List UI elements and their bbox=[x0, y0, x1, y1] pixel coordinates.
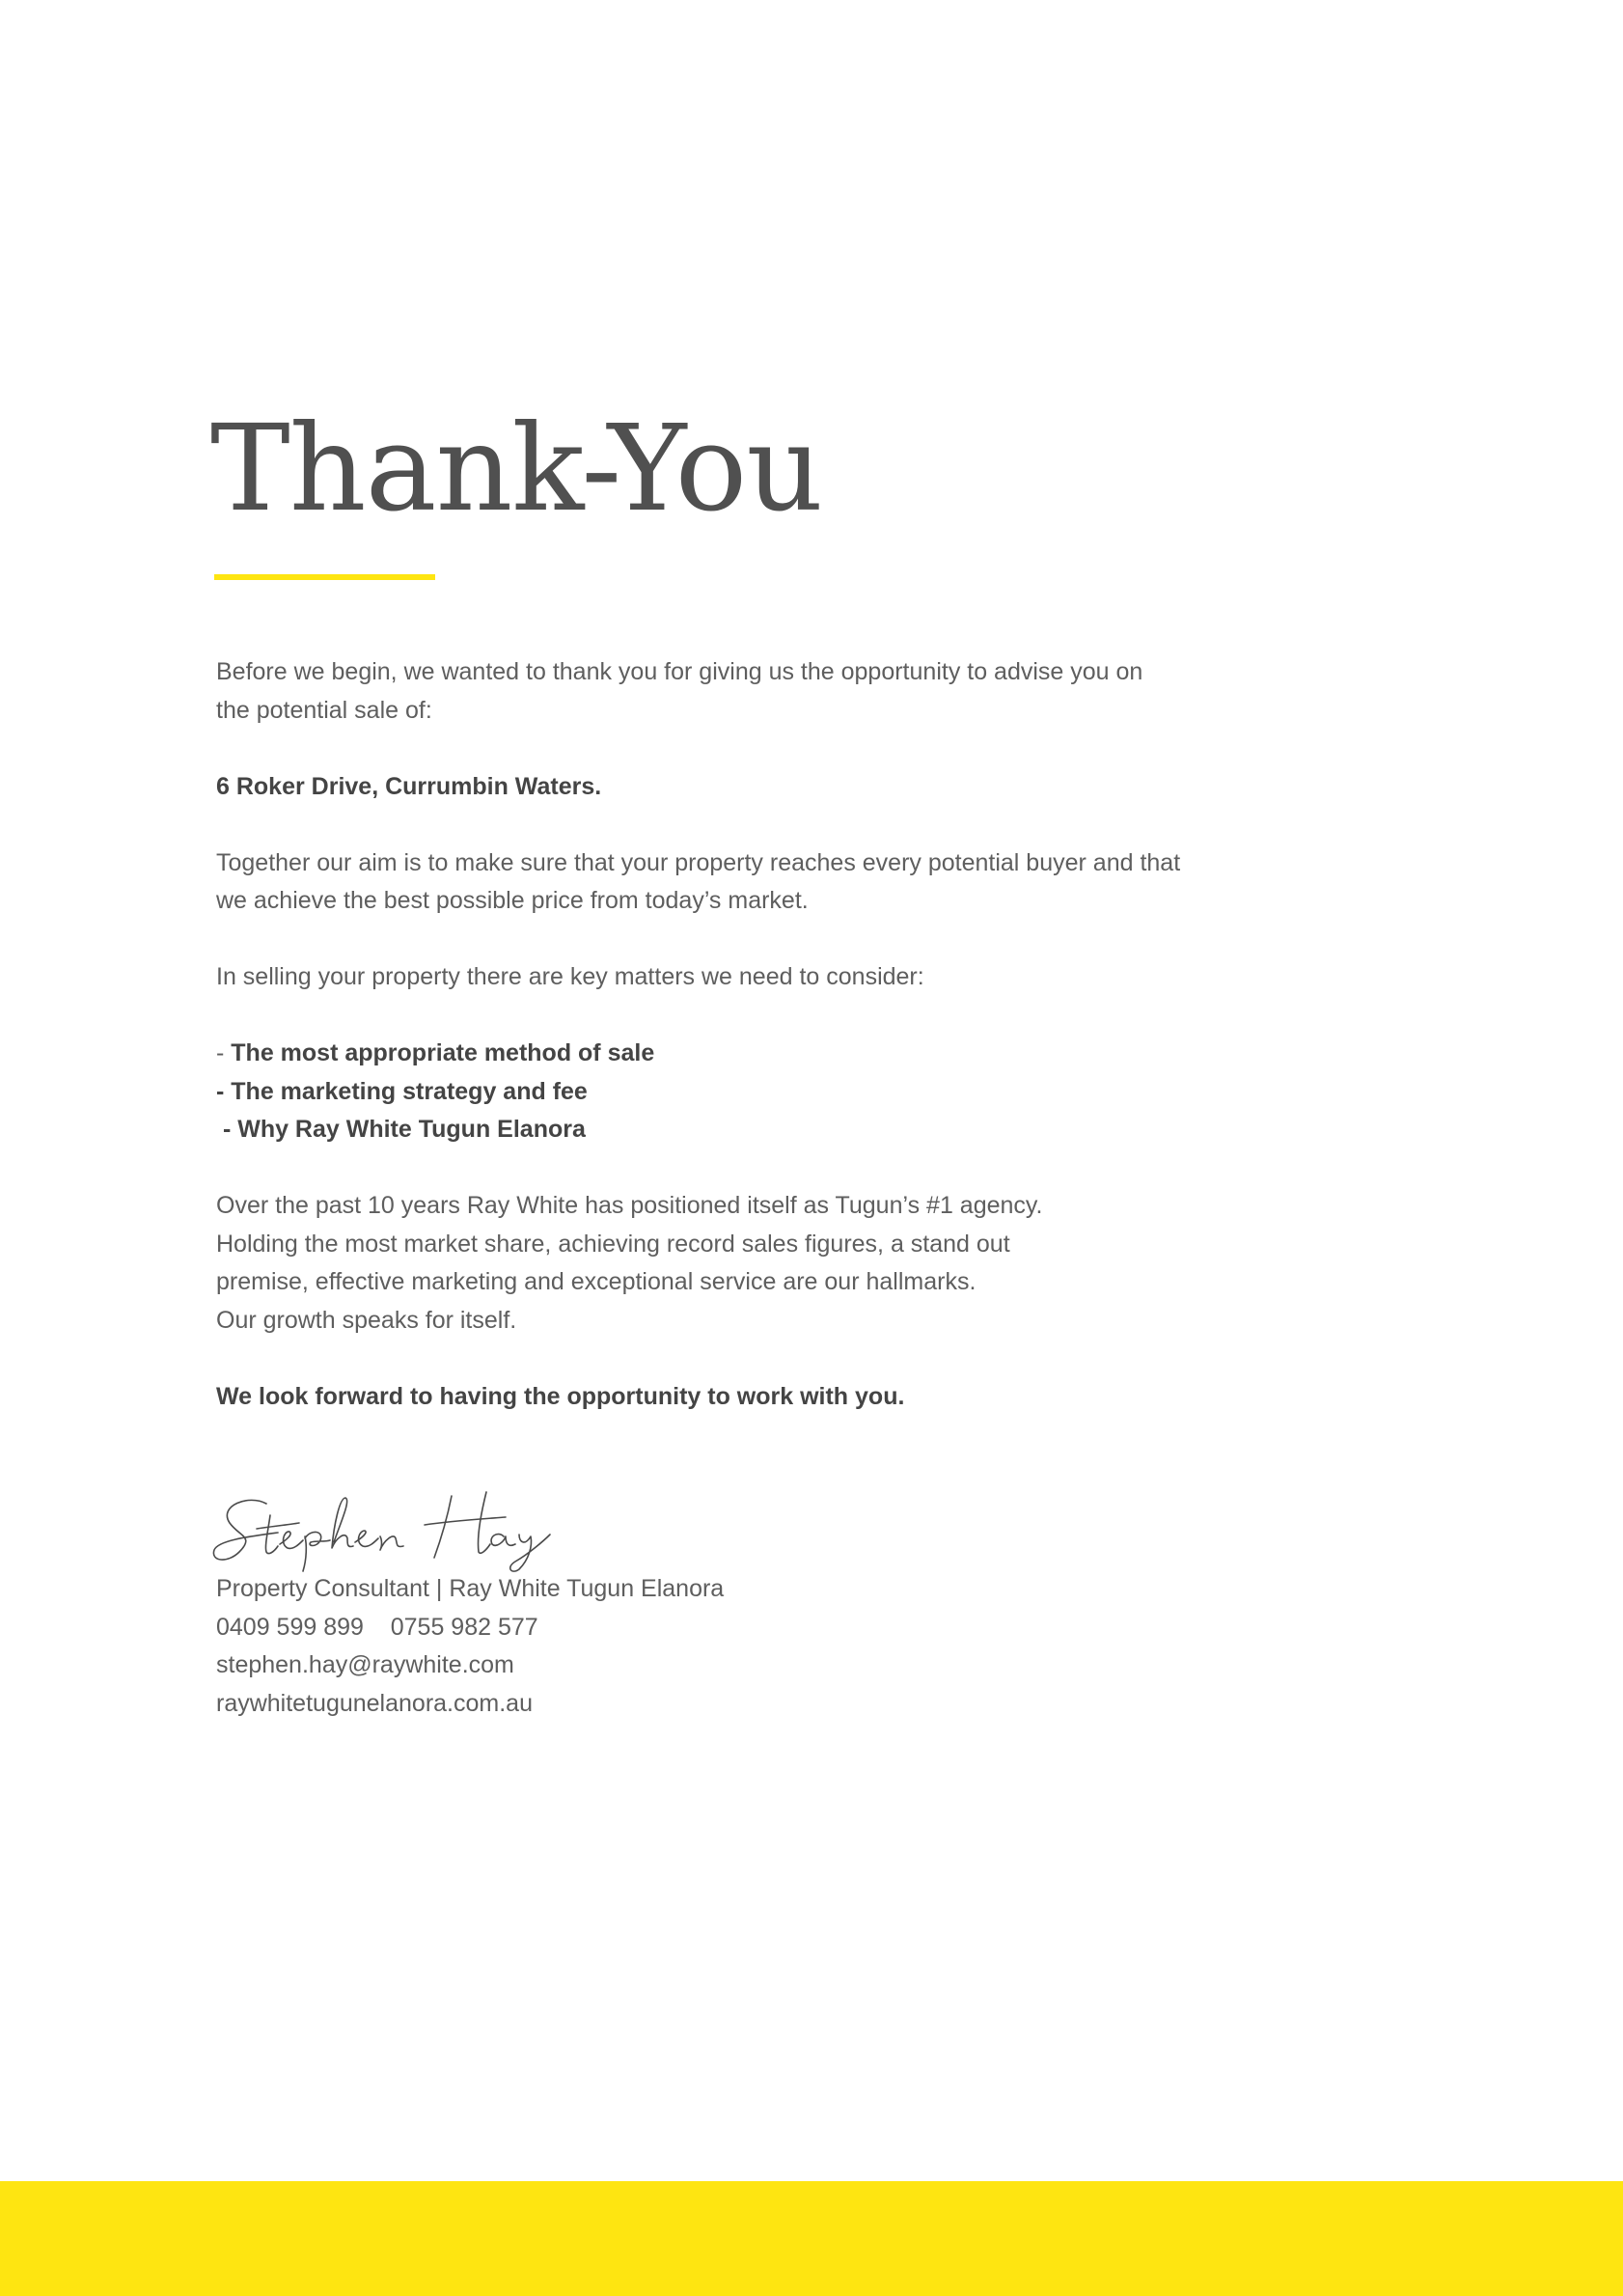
contact-office: 0755 982 577 bbox=[390, 1613, 538, 1641]
history-line: Our growth speaks for itself. bbox=[216, 1306, 517, 1334]
history-line: Holding the most market share, achieving record sales figures, a stand out bbox=[216, 1230, 1010, 1258]
contact-email: stephen.hay@raywhite.com bbox=[216, 1651, 514, 1678]
footer-band bbox=[0, 2181, 1623, 2296]
closing-line: We look forward to having the opportunity to work with you. bbox=[216, 1382, 905, 1410]
signature bbox=[210, 1486, 587, 1573]
considerations-intro: In selling your property there are key matters we need to consider: bbox=[216, 963, 924, 990]
contact-phones bbox=[216, 1609, 724, 1647]
list-item: - The marketing strategy and fee bbox=[216, 1077, 588, 1105]
history-line: Over the past 10 years Ray White has positioned itself as Tugun’s #1 agency. bbox=[216, 1192, 1043, 1219]
history-line: premise, effective marketing and exceptional service are our hallmarks. bbox=[216, 1268, 977, 1295]
list-item-text: The most appropriate method of sale bbox=[231, 1039, 655, 1066]
list-item bbox=[216, 1035, 1181, 1073]
list-dash: - bbox=[216, 1039, 232, 1066]
contact-role: Property Consultant | Ray White Tugun Elanora bbox=[216, 1575, 725, 1602]
contact-mobile: 0409 599 899 bbox=[216, 1613, 364, 1641]
property-address: 6 Roker Drive, Currumbin Waters. bbox=[216, 772, 602, 800]
contact-block bbox=[216, 1570, 724, 1723]
considerations-list bbox=[216, 1035, 1181, 1149]
title-underline bbox=[214, 574, 435, 580]
letter-body bbox=[216, 653, 1181, 1454]
contact-website: raywhitetugunelanora.com.au bbox=[216, 1689, 533, 1717]
list-item: - Why Ray White Tugun Elanora bbox=[216, 1116, 586, 1143]
history-paragraph bbox=[216, 1187, 1181, 1340]
aim-paragraph: Together our aim is to make sure that your property reaches every potential buyer and that we achieve the best possible price from today’s market. bbox=[216, 848, 1181, 914]
intro-paragraph: Before we begin, we wanted to thank you for giving us the opportunity to advise you on the potential sale of: bbox=[216, 658, 1143, 724]
page-title: Thank-You bbox=[210, 400, 823, 539]
